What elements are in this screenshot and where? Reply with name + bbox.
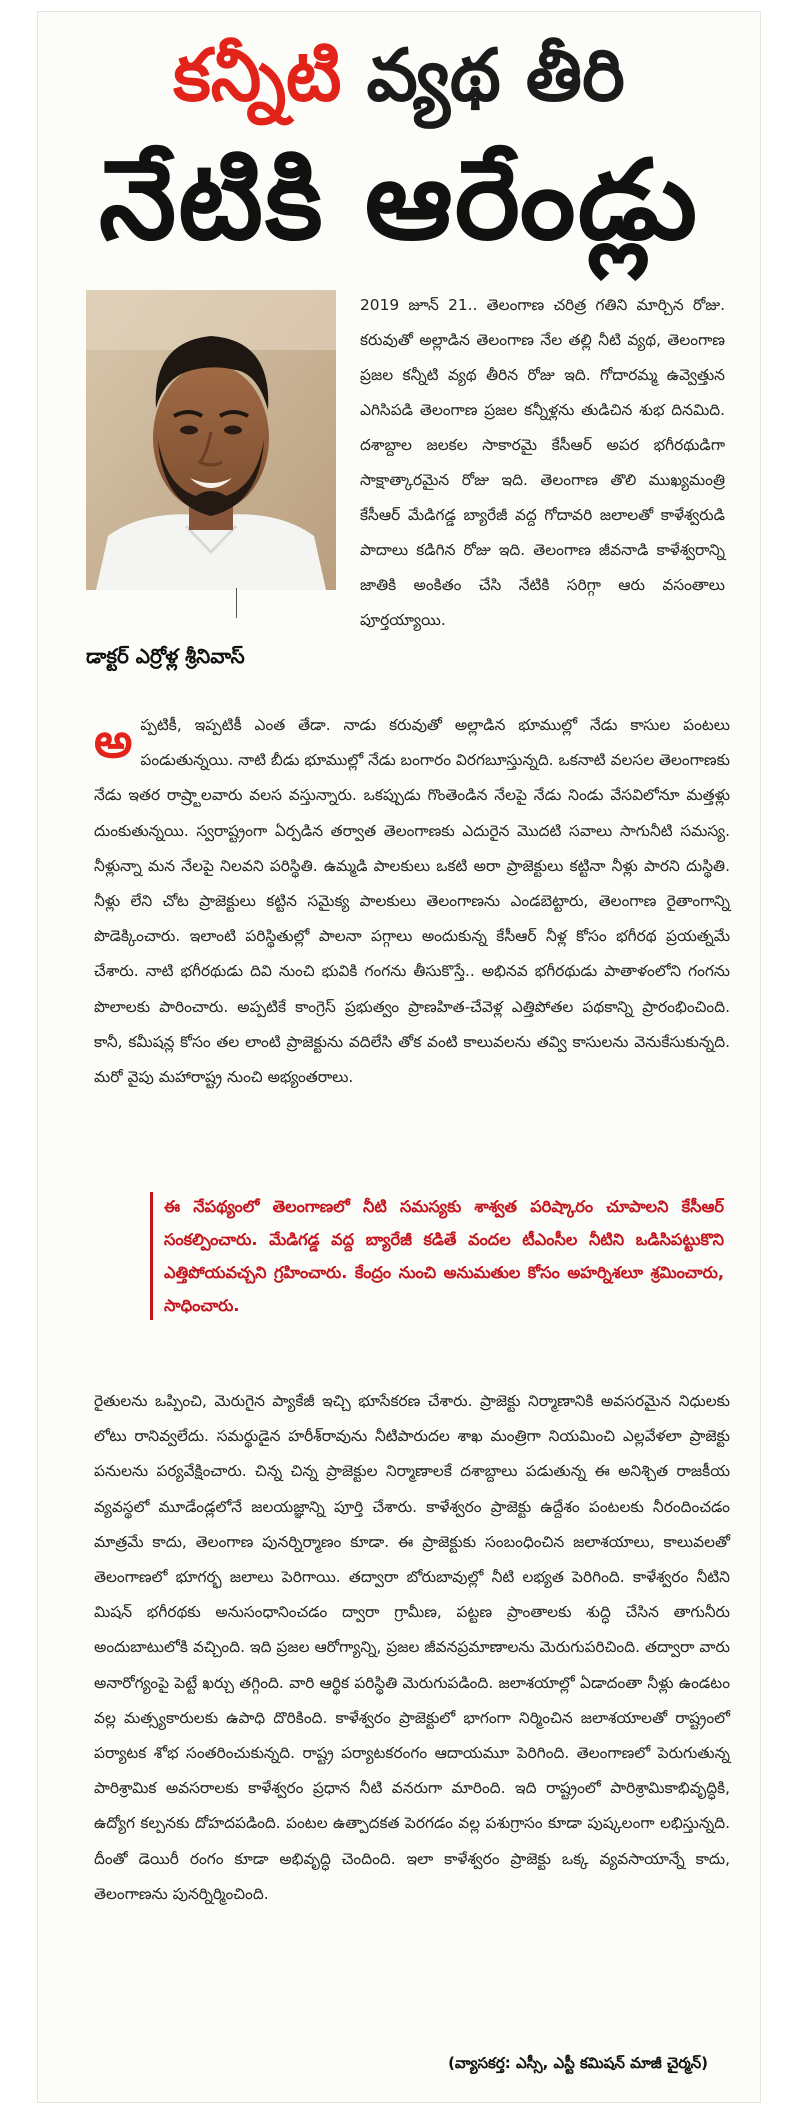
body-paragraph-1-text: ప్పటికీ, ఇప్పటికీ ఎంత తేడా. నాడు కరువుతో అల్లాడిన భూముల్లో నేడు కాసుల పంటలు పండుతున్నయి. నాటి బీడు భూముల్లో నేడు బంగారం విరగబూస్తున్నది. ఒకనాటి వలసల తెలంగాణకు నేడు ఇతర రాష్ర్టాలవారు వలస వస్తున్నారు. ఒకప్పుడు గొంతెండిన నేలపై నేడు నిండు వేసవిలోనూ మత్తళ్లు దుంకుతున్నయి. స్వరాష్ట్రంగా ఏర్పడిన తర్వాత తెలంగాణకు ఎదురైన మొదటి సవాలు సాగునీటి సమస్య. నీళ్లున్నా మన నేలపై నిలవని పరిస్థితి. ఉమ్మడి పాలకులు ఒకటి అరా ప్రాజెక్టులు కట్టినా నీళ్లు పారని దుస్థితి. నీళ్లు లేని చోట ప్రాజెక్టులు కట్టిన సమైక్య పాలకులు తెలంగాణను ఎండబెట్టారు, తెలంగాణ రైతాంగాన్ని పొడెక్కించారు. ఇలాంటి పరిస్థితుల్లో పాలనా పగ్గాలు అందుకున్న కేసీఆర్ నీళ్ల కోసం భగీరథ ప్రయత్నమే చేశారు. నాటి భగీరథుడు దివి నుంచి భువికి గంగను తీసుకొస్తే.. అభినవ భగీరథుడు పాతాళంలోని గంగను పొలాలకు పారించారు. అప్పటికే కాంగ్రెస్ ప్రభుత్వం ప్రాణహిత-చేవెళ్ల ఎత్తిపోతల పథకాన్ని ప్రారంభించింది. కానీ, కమీషన్ల కోసం తల లాంటి ప్రాజెక్టును వదిలేసి తోక వంటి కాలువలను తవ్వి కాసులను వెనుకేసుకున్నది. మరో వైపు మహారాష్ట్ర నుంచి అభ్యంతరాలు. bbox=[94, 716, 730, 1087]
headline-accent-word: కన్నీటి bbox=[173, 33, 342, 117]
caption-tick-line bbox=[236, 588, 237, 618]
pull-quote-bar bbox=[150, 1192, 153, 1320]
author-photo bbox=[86, 290, 336, 590]
body-paragraph-1 bbox=[94, 708, 730, 1095]
author-byline: డాక్టర్ ఎర్రోళ్ల శ్రీనివాస్ bbox=[86, 644, 245, 668]
author-credit: (వ్యాసకర్త: ఎస్సీ, ఎస్టీ కమిషన్ మాజీ చైర్మన్) bbox=[448, 2054, 708, 2072]
headline-line-2: నేటికి ఆరేండ్లు bbox=[98, 136, 700, 264]
body-paragraph-2: రైతులను ఒప్పించి, మెరుగైన ప్యాకేజీ ఇచ్చి భూసేకరణ చేశారు. ప్రాజెక్టు నిర్మాణానికి అవసరమైన నిధులకు లోటు రానివ్వలేదు. సమర్థుడైన హరీశ్‌రావును నీటిపారుదల శాఖ మంత్రిగా నియమించి ఎల్లవేళలా ప్రాజెక్టు పనులను పర్యవేక్షించారు. చిన్న చిన్న ప్రాజెక్టుల నిర్మాణాలకే దశాబ్దాలు పడుతున్న ఈ అనిశ్చిత రాజకీయ వ్యవస్థలో మూడేండ్లలోనే జలయజ్ఞాన్ని పూర్తి చేశారు. కాళేశ్వరం ప్రాజెక్టు ఉద్దేశం పంటలకు నీరందించడం మాత్రమే కాదు, తెలంగాణ పునర్నిర్మాణం కూడా. ఈ ప్రాజెక్టుకు సంబంధించిన జలాశయాలు, కాలువలతో తెలంగాణలో భూగర్భ జలాలు పెరిగాయి. తద్వారా బోరుబావుల్లో నీటి లభ్యత పెరిగింది. కాళేశ్వరం నీటిని మిషన్ భగీరథకు అనుసంధానించడం ద్వారా గ్రామీణ, పట్టణ ప్రాంతాలకు శుద్ధి చేసిన తాగునీరు అందుబాటులోకి వచ్చింది. ఇది ప్రజల ఆరోగ్యాన్ని, ప్రజల జీవనప్రమాణాలను మెరుగుపరిచింది. తద్వారా వారు అనారోగ్యంపై పెట్టే ఖర్చు తగ్గింది. వారి ఆర్థిక పరిస్థితి మెరుగుపడింది. జలాశయాల్లో ఏడాదంతా నీళ్లు ఉండటం వల్ల మత్స్యకారులకు ఉపాధి దొరికింది. కాళేశ్వరం ప్రాజెక్టులో భాగంగా నిర్మించిన జలాశయాలతో రాష్ట్రంలో పర్యాటక శోభ సంతరించుకున్నది. రాష్ట్ర పర్యాటకరంగం ఆదాయమూ పెరిగింది. తెలంగాణలో పెరుగుతున్న పారిశ్రామిక అవసరాలకు కాళేశ్వరం ప్రధాన నీటి వనరుగా మారింది. ఇది రాష్ట్రంలో పారిశ్రామికాభివృద్ధికి, ఉద్యోగ కల్పనకు దోహదపడింది. పంటల ఉత్పాదకత పెరగడం వల్ల పశుగ్రాసం కూడా పుష్కలంగా లభిస్తున్నది. దీంతో డెయిరీ రంగం కూడా అభివృద్ధి చెందింది. ఇలా కాళేశ్వరం ప్రాజెక్టు ఒక్క వ్యవసాయాన్నే కాదు, తెలంగాణను పునర్నిర్మించింది. bbox=[94, 1392, 730, 1903]
author-portrait-illustration bbox=[86, 290, 336, 590]
intro-paragraph: 2019 జూన్ 21.. తెలంగాణ చరిత్ర గతిని మార్చిన రోజు. కరువుతో అల్లాడిన తెలంగాణ నేల తల్లి నీటి వ్యథ, తెలంగాణ ప్రజల కన్నీటి వ్యథ తీరిన రోజు ఇది. గోదారమ్మ ఉవ్వెత్తున ఎగిసిపడి తెలంగాణ ప్రజల కన్నీళ్లను తుడిచిన శుభ దినమిది. దశాబ్దాల జలకల సాకారమై కేసీఆర్ అపర భగీరథుడిగా సాక్షాత్కారమైన రోజు ఇది. తెలంగాణ తొలి ముఖ్యమంత్రి కేసీఆర్ మేడిగడ్డ బ్యారేజీ వద్ద గోదావరి జలాలతో కాళేశ్వరుడి పాదాలు కడిగిన రోజు ఇది. తెలంగాణ జీవనాడి కాళేశ్వరాన్ని జాతికి అంకితం చేసి నేటికి సరిగ్గా ఆరు వసంతాలు పూర్తయ్యాయి. bbox=[360, 296, 725, 629]
pull-quote: ఈ నేపథ్యంలో తెలంగాణలో నీటి సమస్యకు శాశ్వత పరిష్కారం చూపాలని కేసీఆర్ సంకల్పించారు. మేడిగడ్డ వద్ద బ్యారేజీ కడితే వందల టీఎంసీల నీటిని ఒడిసిపట్టుకొని ఎత్తిపోయవచ్చని గ్రహించారు. కేంద్రం నుంచి అనుమతుల కోసం అహర్నిశలూ శ్రమించారు, సాధించారు. bbox=[164, 1197, 724, 1315]
headline-line-1-rest: వ్యథ తీరి bbox=[341, 33, 625, 117]
headline-line-1 bbox=[38, 30, 760, 120]
drop-cap: అ bbox=[94, 713, 133, 769]
newspaper-clipping bbox=[38, 12, 760, 2102]
